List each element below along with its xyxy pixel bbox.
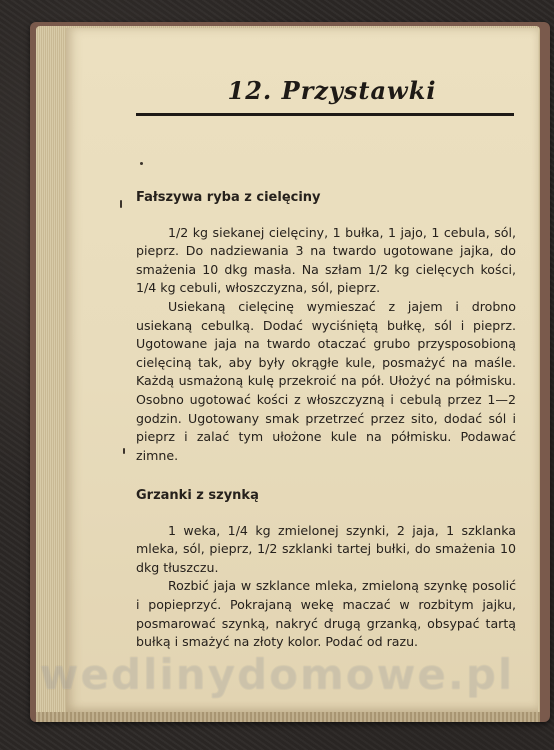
recipe-falszywa-ryba (136, 189, 516, 465)
recipe-heading: Fałszywa ryba z cielęciny (136, 190, 321, 205)
ingredients-paragraph: 1 weka, 1/4 kg zmielonej szynki, 2 jaja, 1 szklanka mleka, sól, pieprz, 1/2 szklanki tartej bułki, do smażenia 10 dkg tłuszczu. (136, 522, 516, 575)
chapter-title: 12. Przystawki (227, 76, 437, 105)
title-underline (136, 113, 514, 116)
page-speck (140, 162, 143, 165)
site-watermark: wedlinydomowe.pl (39, 650, 515, 699)
page-speck (123, 448, 125, 454)
ingredients-paragraph: 1/2 kg siekanej cielęciny, 1 bułka, 1 jajo, 1 cebula, sól, pieprz. Do nadziewania 3 na twardo ugotowane jajka, do smażenia 10 dkg masła. Na szłam 1/2 kg cielęcych kości, 1/4 kg cebuli, włoszczyzna, sól, pieprz. (136, 224, 516, 296)
page-speck (120, 200, 122, 208)
instructions-paragraph: Rozbić jaja w szklance mleka, zmieloną szynkę posolić i popieprzyć. Pokrajaną wekę maczać w rozbitym jajku, posmarować szynką, nakryć drugą grzanką, obsypać tartą bułką i smażyć na złoty kolor. Podać od razu. (136, 578, 516, 650)
instructions-paragraph: Usiekaną cielęcinę wymieszać z jajem i drobno usiekaną cebulką. Dodać wyciśniętą bułkę, sól i pieprz. Ugotowane jaja na twardo otaczać grubo przysposobioną cielęciną tak, aby były okrągłe kule, posmażyć na maśle. Każdą usmażoną kulę przekroić na pół. Ułożyć na półmisku. Osobno ugotować kości z włoszczyzną i cebulą przez 1—2 godzin. Ugotowany smak przetrzeć przez sito, dodać sól i pieprz i zalać tym ułożone kule na półmisku. Podawać zimne. (136, 298, 516, 463)
recipe-grzanki-z-szynka (136, 487, 516, 652)
page-edges (36, 712, 540, 722)
recipe-heading: Grzanki z szynką (136, 488, 259, 503)
